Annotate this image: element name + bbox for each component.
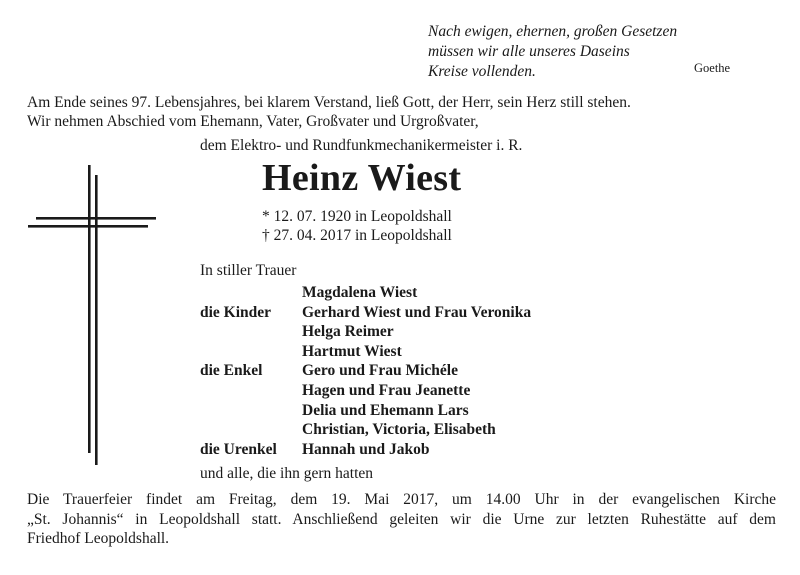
quote-author: Goethe: [694, 61, 731, 75]
deceased-name: Heinz Wiest: [262, 157, 462, 199]
profession-line: dem Elektro- und Rundfunkmechanikermeister i. R.: [200, 137, 523, 154]
quote-line-1: Nach ewigen, ehernen, großen Gesetzen: [428, 23, 678, 40]
mourner-name: Helga Reimer: [302, 323, 394, 341]
others-line: und alle, die ihn gern hatten: [200, 465, 374, 482]
death-date: † 27. 04. 2017 in Leopoldshall: [262, 227, 452, 244]
intro-text: [27, 93, 787, 131]
intro-line-2: Wir nehmen Abschied vom Ehemann, Vater, Großvater und Urgroßvater,: [27, 113, 479, 130]
mourner-name: Hagen und Frau Jeanette: [302, 381, 471, 399]
funeral-info: [27, 490, 776, 549]
mourner-group: die Urenkel: [200, 440, 277, 458]
intro-line-1: Am Ende seines 97. Lebensjahres, bei klarem Verstand, ließ Gott, der Herr, sein Herz still stehen.: [27, 94, 631, 111]
funeral-line-2: „St. Johannis“ in Leopoldshall statt. Anschließend geleiten wir die Urne zur letzten Ruhestätte auf dem: [27, 510, 776, 528]
mourner-name: Magdalena Wiest: [302, 284, 418, 301]
quote-line-2: müssen wir alle unseres Daseins: [428, 43, 630, 60]
mourner-name: Gerhard Wiest und Frau Veronika: [302, 303, 532, 321]
mourner-name: Delia und Ehemann Lars: [302, 401, 469, 419]
mourner-group: die Kinder: [200, 303, 272, 321]
mourning-title: In stiller Trauer: [200, 262, 297, 279]
mourner-name: Hannah und Jakob: [302, 440, 430, 458]
quote-line-3: Kreise vollenden.: [428, 63, 536, 80]
mourner-name: Gero und Frau Michéle: [302, 362, 458, 380]
mourner-name: Christian, Victoria, Elisabeth: [302, 421, 496, 439]
cross-icon: [28, 165, 158, 465]
life-dates: [262, 207, 452, 245]
funeral-line-1: Die Trauerfeier findet am Freitag, dem 19. Mai 2017, um 14.00 Uhr in der evangelischen Kirche: [27, 491, 776, 508]
funeral-line-3: Friedhof Leopoldshall.: [27, 530, 170, 547]
mourner-group: die Enkel: [200, 362, 263, 380]
birth-date: * 12. 07. 1920 in Leopoldshall: [262, 208, 452, 225]
mourner-name: Hartmut Wiest: [302, 342, 402, 360]
